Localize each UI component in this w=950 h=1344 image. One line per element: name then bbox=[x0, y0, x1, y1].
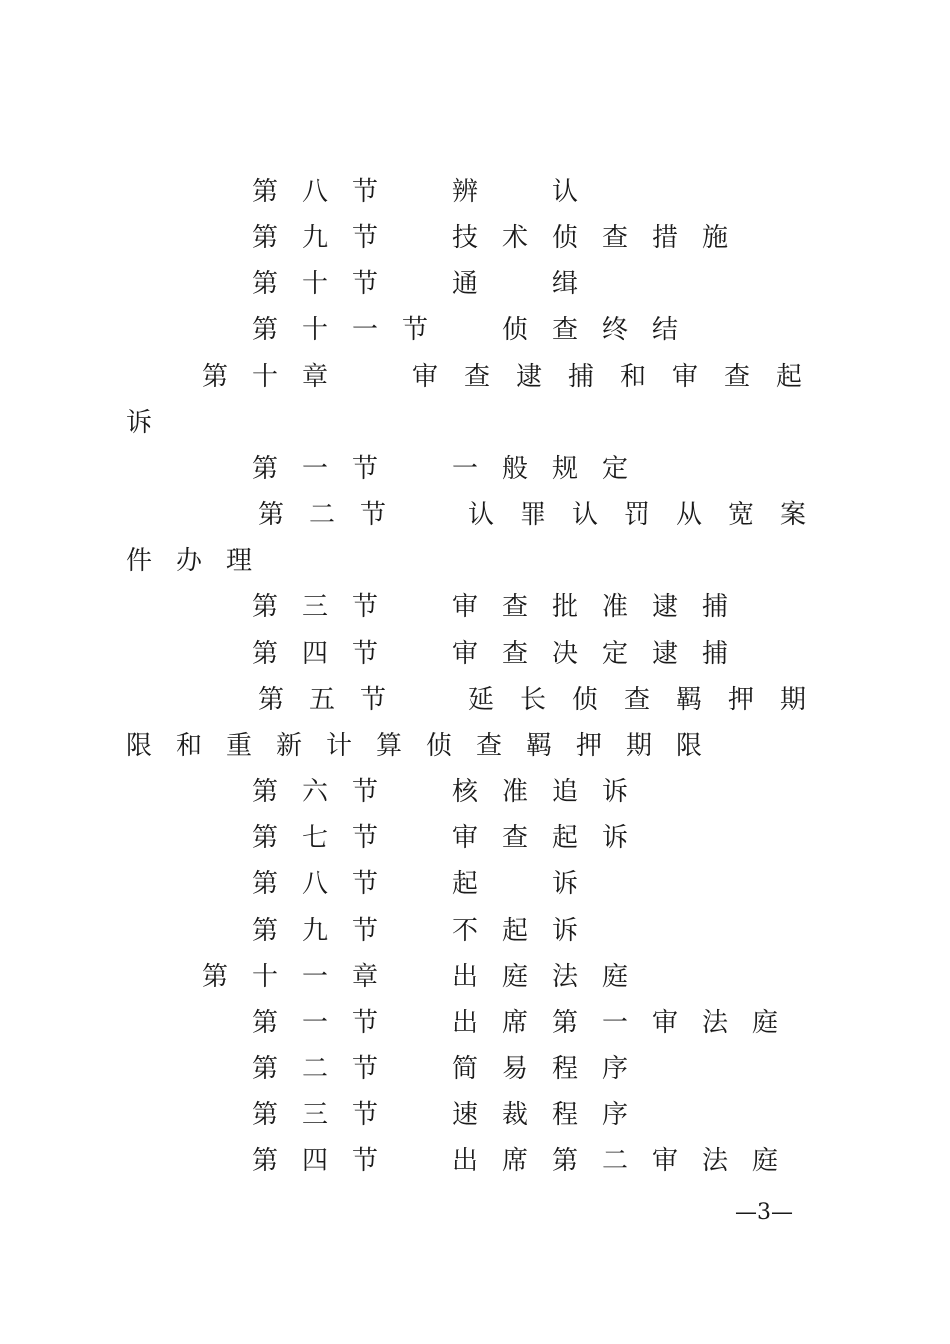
toc-entry-title-char: 诉 bbox=[551, 916, 578, 946]
toc-entry-label-char: 第 bbox=[251, 454, 278, 484]
toc-entry-line bbox=[0, 911, 950, 951]
toc-entry-title-char: 出 bbox=[451, 1008, 478, 1038]
toc-entry-line bbox=[0, 772, 950, 812]
toc-entry-title-char: 计 bbox=[325, 731, 352, 761]
toc-entry-title-char: 延 bbox=[467, 685, 494, 715]
toc-entry-label-char: 节 bbox=[351, 592, 378, 622]
toc-entry-title-char: 审 bbox=[671, 362, 698, 392]
toc-entry-title-char: 准 bbox=[501, 777, 528, 807]
toc-entry-line bbox=[0, 541, 950, 581]
toc-entry-title-char: 技 bbox=[451, 223, 478, 253]
toc-entry-title-char: 准 bbox=[601, 592, 628, 622]
toc-entry-label-char: 章 bbox=[301, 362, 328, 392]
toc-entry-label-char: 第 bbox=[201, 962, 228, 992]
toc-entry-title-char: 辨 bbox=[451, 177, 478, 207]
toc-entry-title-char: 措 bbox=[651, 223, 678, 253]
toc-entry-label-char: 第 bbox=[251, 1100, 278, 1130]
toc-entry-label-char: 节 bbox=[351, 823, 378, 853]
toc-entry-title-char: 和 bbox=[619, 362, 646, 392]
toc-entry-title-char: 捕 bbox=[701, 592, 728, 622]
toc-entry-title-char: 定 bbox=[601, 454, 628, 484]
toc-entry-label-char: 第 bbox=[201, 362, 228, 392]
toc-entry-title-char: 查 bbox=[551, 315, 578, 345]
toc-entry-title-char: 法 bbox=[551, 962, 578, 992]
toc-entry-title-char: 庭 bbox=[501, 962, 528, 992]
toc-entry-title-char: 羁 bbox=[675, 685, 702, 715]
toc-entry-label-char: 节 bbox=[351, 223, 378, 253]
toc-entry-line bbox=[0, 495, 950, 535]
toc-entry-label-char: 第 bbox=[251, 177, 278, 207]
toc-entry-title-char: 规 bbox=[551, 454, 578, 484]
toc-entry-title-char: 理 bbox=[225, 546, 252, 576]
toc-entry-label-char: 第 bbox=[251, 223, 278, 253]
toc-entry-line bbox=[0, 726, 950, 766]
toc-entry-title-char: 不 bbox=[451, 916, 478, 946]
toc-entry-label-char: 第 bbox=[251, 823, 278, 853]
toc-entry-label-char: 第 bbox=[251, 639, 278, 669]
toc-entry-label-char: 节 bbox=[351, 1008, 378, 1038]
toc-entry-label-char: 十 bbox=[301, 315, 328, 345]
toc-entry-label-char: 节 bbox=[351, 1054, 378, 1084]
toc-entry-line bbox=[0, 310, 950, 350]
toc-entry-title-char: 出 bbox=[451, 1146, 478, 1176]
toc-entry-line bbox=[0, 634, 950, 674]
toc-entry-label-char: 节 bbox=[351, 177, 378, 207]
toc-entry-line bbox=[0, 218, 950, 258]
toc-entry-title-char: 审 bbox=[451, 639, 478, 669]
toc-entry-title-char: 查 bbox=[501, 823, 528, 853]
toc-entry-title-char: 决 bbox=[551, 639, 578, 669]
toc-entry-line bbox=[0, 357, 950, 397]
toc-entry-title-char: 逮 bbox=[515, 362, 542, 392]
toc-entry-title-char: 查 bbox=[623, 685, 650, 715]
toc-entry-title-char: 算 bbox=[375, 731, 402, 761]
toc-entry-label-char: 第 bbox=[251, 1146, 278, 1176]
toc-entry-label-char: 二 bbox=[308, 500, 335, 530]
toc-entry-title-char: 席 bbox=[501, 1008, 528, 1038]
toc-entry-title-char: 程 bbox=[551, 1054, 578, 1084]
toc-entry-title-char: 押 bbox=[575, 731, 602, 761]
toc-entry-title-char: 席 bbox=[501, 1146, 528, 1176]
toc-entry-line bbox=[0, 587, 950, 627]
toc-entry-label-char: 一 bbox=[351, 315, 378, 345]
toc-entry-title-char: 期 bbox=[779, 685, 806, 715]
toc-entry-line bbox=[0, 172, 950, 212]
toc-entry-label-char: 第 bbox=[251, 269, 278, 299]
toc-entry-title-char: 罚 bbox=[623, 500, 650, 530]
toc-entry-label-char: 八 bbox=[301, 869, 328, 899]
toc-entry-label-char: 十 bbox=[301, 269, 328, 299]
toc-entry-title-char: 般 bbox=[501, 454, 528, 484]
toc-entry-title-char: 案 bbox=[779, 500, 806, 530]
toc-entry-title-char: 一 bbox=[451, 454, 478, 484]
toc-entry-line bbox=[0, 1095, 950, 1135]
toc-entry-title-char: 逮 bbox=[651, 639, 678, 669]
toc-entry-title-char: 罪 bbox=[519, 500, 546, 530]
toc-entry-line bbox=[0, 1141, 950, 1181]
toc-entry-title-char: 查 bbox=[501, 592, 528, 622]
toc-entry-label-char: 二 bbox=[301, 1054, 328, 1084]
toc-entry-label-char: 节 bbox=[351, 639, 378, 669]
toc-entry-label-char: 章 bbox=[351, 962, 378, 992]
toc-entry-label-char: 第 bbox=[257, 500, 284, 530]
toc-entry-label-char: 节 bbox=[401, 315, 428, 345]
toc-entry-label-char: 十 bbox=[251, 362, 278, 392]
toc-entry-title-char: 限 bbox=[125, 731, 152, 761]
toc-entry-title-char: 审 bbox=[451, 592, 478, 622]
toc-entry-title-char: 易 bbox=[501, 1054, 528, 1084]
toc-entry-title-char: 定 bbox=[601, 639, 628, 669]
toc-entry-title-char: 二 bbox=[601, 1146, 628, 1176]
toc-entry-label-char: 第 bbox=[251, 592, 278, 622]
toc-entry-label-char: 节 bbox=[351, 269, 378, 299]
toc-entry-line bbox=[0, 1049, 950, 1089]
toc-entry-label-char: 八 bbox=[301, 177, 328, 207]
toc-entry-line bbox=[0, 403, 950, 443]
toc-entry-title-char: 起 bbox=[451, 869, 478, 899]
toc-entry-line bbox=[0, 264, 950, 304]
toc-entry-title-char: 重 bbox=[225, 731, 252, 761]
toc-entry-title-char: 法 bbox=[701, 1146, 728, 1176]
toc-entry-label-char: 一 bbox=[301, 1008, 328, 1038]
toc-entry-title-char: 第 bbox=[551, 1008, 578, 1038]
toc-entry-label-char: 节 bbox=[351, 869, 378, 899]
toc-entry-title-char: 法 bbox=[701, 1008, 728, 1038]
toc-entry-title-char: 诉 bbox=[551, 869, 578, 899]
toc-entry-label-char: 节 bbox=[351, 916, 378, 946]
toc-entry-title-char: 新 bbox=[275, 731, 302, 761]
toc-entry-title-char: 查 bbox=[501, 639, 528, 669]
toc-entry-title-char: 逮 bbox=[651, 592, 678, 622]
toc-entry-title-char: 核 bbox=[451, 777, 478, 807]
toc-entry-title-char: 和 bbox=[175, 731, 202, 761]
toc-entry-label-char: 第 bbox=[251, 315, 278, 345]
toc-entry-label-char: 三 bbox=[301, 1100, 328, 1130]
toc-entry-title-char: 起 bbox=[775, 362, 802, 392]
toc-entry-title-char: 序 bbox=[601, 1100, 628, 1130]
toc-entry-title-char: 查 bbox=[723, 362, 750, 392]
toc-entry-line bbox=[0, 1003, 950, 1043]
toc-entry-title-char: 第 bbox=[551, 1146, 578, 1176]
toc-entry-title-char: 长 bbox=[519, 685, 546, 715]
toc-entry-title-char: 程 bbox=[551, 1100, 578, 1130]
toc-entry-label-char: 节 bbox=[351, 1100, 378, 1130]
toc-entry-title-char: 侦 bbox=[551, 223, 578, 253]
toc-entry-title-char: 羁 bbox=[525, 731, 552, 761]
toc-entry-label-char: 第 bbox=[251, 916, 278, 946]
toc-entry-label-char: 四 bbox=[301, 639, 328, 669]
toc-entry-title-char: 审 bbox=[411, 362, 438, 392]
toc-entry-title-char: 速 bbox=[451, 1100, 478, 1130]
toc-entry-title-char: 追 bbox=[551, 777, 578, 807]
toc-entry-label-char: 九 bbox=[301, 223, 328, 253]
toc-entry-title-char: 捕 bbox=[567, 362, 594, 392]
toc-entry-label-char: 第 bbox=[251, 777, 278, 807]
toc-entry-title-char: 起 bbox=[501, 916, 528, 946]
toc-entry-title-char: 查 bbox=[475, 731, 502, 761]
toc-entry-title-char: 侦 bbox=[501, 315, 528, 345]
toc-entry-title-char: 术 bbox=[501, 223, 528, 253]
toc-entry-title-char: 从 bbox=[675, 500, 702, 530]
toc-entry-line bbox=[0, 957, 950, 997]
toc-entry-title-char: 查 bbox=[463, 362, 490, 392]
toc-entry-line bbox=[0, 449, 950, 489]
toc-entry-title-char: 出 bbox=[451, 962, 478, 992]
toc-entry-line bbox=[0, 864, 950, 904]
page-number: —3— bbox=[735, 1200, 793, 1225]
toc-entry-label-char: 节 bbox=[351, 1146, 378, 1176]
toc-entry-title-char: 捕 bbox=[701, 639, 728, 669]
toc-entry-title-char: 押 bbox=[727, 685, 754, 715]
toc-entry-label-char: 第 bbox=[251, 1008, 278, 1038]
toc-entry-title-char: 结 bbox=[651, 315, 678, 345]
toc-entry-title-char: 办 bbox=[175, 546, 202, 576]
toc-entry-title-char: 起 bbox=[551, 823, 578, 853]
toc-entry-label-char: 六 bbox=[301, 777, 328, 807]
toc-entry-title-char: 缉 bbox=[551, 269, 578, 299]
toc-entry-title-char: 认 bbox=[571, 500, 598, 530]
toc-entry-label-char: 四 bbox=[301, 1146, 328, 1176]
toc-entry-title-char: 通 bbox=[451, 269, 478, 299]
toc-entry-label-char: 五 bbox=[308, 685, 335, 715]
toc-entry-title-char: 批 bbox=[551, 592, 578, 622]
toc-entry-line bbox=[0, 818, 950, 858]
toc-entry-title-char: 期 bbox=[625, 731, 652, 761]
toc-entry-label-char: 七 bbox=[301, 823, 328, 853]
toc-entry-title-char: 认 bbox=[551, 177, 578, 207]
toc-entry-label-char: 节 bbox=[351, 777, 378, 807]
toc-entry-title-char: 诉 bbox=[601, 777, 628, 807]
toc-entry-label-char: 第 bbox=[251, 1054, 278, 1084]
toc-entry-title-char: 限 bbox=[675, 731, 702, 761]
toc-entry-title-char: 查 bbox=[601, 223, 628, 253]
toc-entry-title-char: 终 bbox=[601, 315, 628, 345]
toc-entry-label-char: 节 bbox=[359, 685, 386, 715]
toc-entry-label-char: 十 bbox=[251, 962, 278, 992]
toc-entry-title-char: 审 bbox=[651, 1146, 678, 1176]
toc-entry-title-char: 侦 bbox=[571, 685, 598, 715]
toc-entry-title-char: 庭 bbox=[751, 1146, 778, 1176]
toc-entry-title-char: 审 bbox=[451, 823, 478, 853]
toc-entry-title-char: 庭 bbox=[751, 1008, 778, 1038]
toc-entry-title-char: 审 bbox=[651, 1008, 678, 1038]
toc-entry-label-char: 一 bbox=[301, 962, 328, 992]
toc-entry-title-char: 裁 bbox=[501, 1100, 528, 1130]
toc-entry-label-char: 三 bbox=[301, 592, 328, 622]
toc-entry-label-char: 节 bbox=[359, 500, 386, 530]
toc-entry-line bbox=[0, 680, 950, 720]
toc-entry-label-char: 九 bbox=[301, 916, 328, 946]
toc-entry-title-char: 简 bbox=[451, 1054, 478, 1084]
toc-entry-title-char: 施 bbox=[701, 223, 728, 253]
toc-entry-title-char: 诉 bbox=[125, 408, 152, 438]
toc-entry-title-char: 侦 bbox=[425, 731, 452, 761]
toc-entry-label-char: 第 bbox=[251, 869, 278, 899]
toc-entry-title-char: 认 bbox=[467, 500, 494, 530]
toc-entry-title-char: 件 bbox=[125, 546, 152, 576]
toc-entry-title-char: 诉 bbox=[601, 823, 628, 853]
toc-entry-label-char: 节 bbox=[351, 454, 378, 484]
toc-entry-label-char: 第 bbox=[257, 685, 284, 715]
toc-entry-title-char: 庭 bbox=[601, 962, 628, 992]
toc-entry-title-char: 序 bbox=[601, 1054, 628, 1084]
toc-entry-title-char: 宽 bbox=[727, 500, 754, 530]
toc-entry-title-char: 一 bbox=[601, 1008, 628, 1038]
toc-entry-label-char: 一 bbox=[301, 454, 328, 484]
